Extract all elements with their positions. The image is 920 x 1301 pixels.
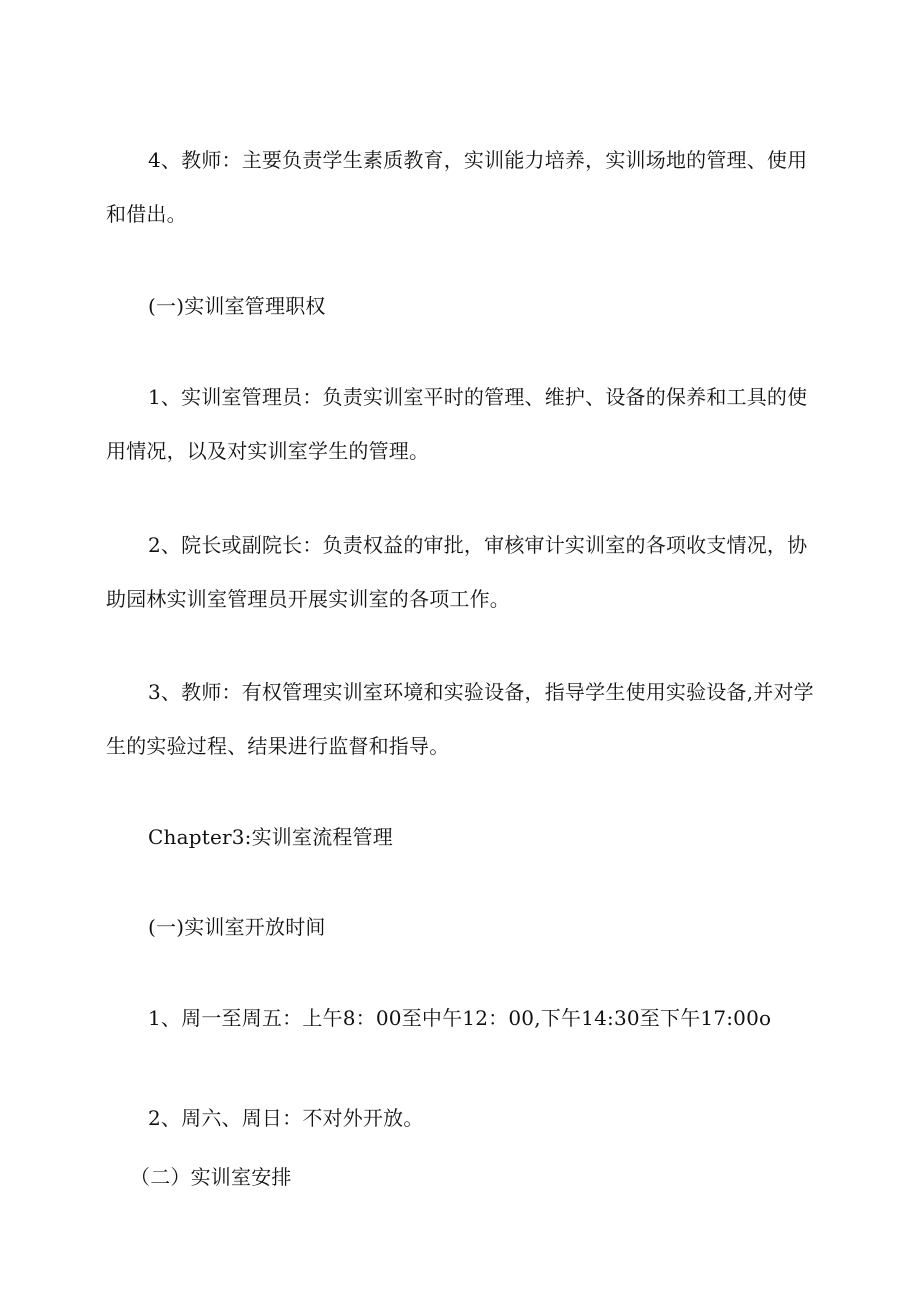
- paragraph-weekend-hours: 2、周六、周日：不对外开放。: [148, 1106, 424, 1130]
- paragraph-dean-line-2: 助园林实训室管理员开展实训室的各项工作。: [106, 587, 510, 611]
- paragraph-lab-admin-line-1: 1、实训室管理员：负责实训室平时的管理、维护、设备的保养和工具的使: [148, 385, 808, 409]
- chapter-heading-process-management: Chapter3:实训室流程管理: [148, 825, 394, 849]
- paragraph-teacher-authority-line-2: 生的实验过程、结果进行监督和指导。: [106, 734, 450, 758]
- section-heading-opening-hours: (一)实训室开放时间: [148, 915, 326, 939]
- paragraph-teacher-authority-line-1: 3、教师：有权管理实训室环境和实验设备，指导学生使用实验设备,并对学: [148, 680, 814, 704]
- section-heading-management-authority: (一)实训室管理职权: [148, 294, 326, 318]
- paragraph-weekday-hours: 1、周一至周五：上午8：00至中午12：00,下午14:30至下午17:00o: [148, 1006, 772, 1030]
- section-heading-lab-arrangement: （二）实训室安排: [130, 1165, 292, 1189]
- paragraph-teacher-duty-line-1: 4、教师：主要负责学生素质教育，实训能力培养，实训场地的管理、使用: [148, 148, 808, 172]
- paragraph-dean-line-1: 2、院长或副院长：负责权益的审批，审核审计实训室的各项收支情况，协: [148, 533, 808, 557]
- paragraph-lab-admin-line-2: 用情况，以及对实训室学生的管理。: [106, 439, 430, 463]
- paragraph-teacher-duty-line-2: 和借出。: [106, 202, 187, 226]
